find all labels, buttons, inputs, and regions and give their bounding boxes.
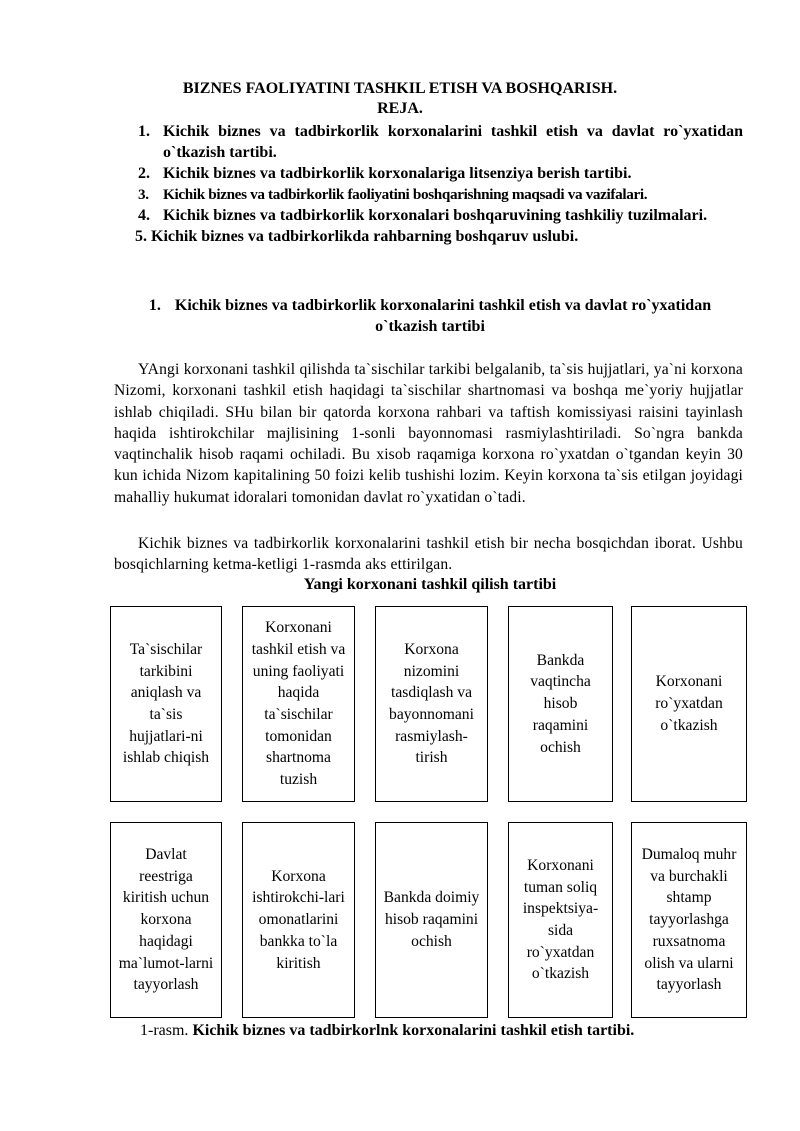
plan-item-text: Kichik biznes va tadbirkorlik faoliyatini boshqarishning maqsadi va vazifalari. <box>163 186 648 203</box>
plan-item-number: 3. <box>138 186 149 203</box>
body-paragraph: Kichik biznes va tadbirkorlik korxonalarini tashkil etish bir necha bosqichdan iborat. Ushbu bosqichlarning ketma-ketligi 1-rasmda aks ettirilgan. <box>114 535 743 574</box>
flow-step-text: Bankda doimiy hisob raqamini ochish <box>383 889 480 950</box>
flow-step-text: Korxonani ro`yxatdan o`tkazish <box>655 673 723 734</box>
plan-item <box>138 163 743 184</box>
plan-item-text: Kichik biznes va tadbirkorlik korxonalari boshqaruvining tashkiliy tuzilmalari. <box>163 207 708 224</box>
section-number: 1. <box>148 297 161 314</box>
flow-step-box <box>508 606 613 802</box>
flow-step-box <box>508 822 613 1018</box>
plan-item <box>138 205 743 226</box>
plan-item-text: Kichik biznes va tadbirkorlik korxonalarini tashkil etish va davlat ro`yxatidan o`tkazish tartibi. <box>163 123 743 161</box>
flow-step-box <box>110 822 222 1018</box>
flow-step-text: Dumaloq muhr va burchakli shtamp tayyorlashga ruxsatnoma olish va ularni tayyorlash <box>641 846 737 994</box>
flow-step-box <box>631 606 747 802</box>
plan-item-number: 4. <box>138 207 150 224</box>
flow-step-text: Davlat reestriga kiritish uchun korxona haqidagi ma`lumot-larni tayyorlash <box>118 846 214 994</box>
plan-heading: REJA. <box>377 100 423 117</box>
flow-step-text: Korxonani tashkil etish va uning faoliyati haqida ta`sischilar tomonidan shartnoma tuzish <box>251 619 346 789</box>
plan-item <box>138 121 743 163</box>
figure-title: Yangi korxonani tashkil qilish tartibi <box>303 576 557 593</box>
figure-caption <box>140 1021 634 1041</box>
flow-step-box <box>375 822 488 1018</box>
flow-step-box <box>242 822 355 1018</box>
plan-item-text: Kichik biznes va tadbirkorlik korxonalariga litsenziya berish tartibi. <box>163 165 632 182</box>
plan-item-number: 1. <box>138 123 150 140</box>
section-heading <box>140 295 720 337</box>
flow-step-box <box>110 606 222 802</box>
flow-step-box <box>631 822 747 1018</box>
document-title: BIZNES FAOLIYATINI TASHKIL ETISH VA BOSHQARISH. <box>182 80 618 97</box>
figure-caption-text: Kichik biznes va tadbirkorlnk korxonalarini tashkil etish tartibi. <box>192 1022 635 1039</box>
plan-item <box>138 184 743 205</box>
plan-item-text: Kichik biznes va tadbirkorlikda rahbarning boshqaruv uslubi. <box>151 228 579 245</box>
plan-item <box>135 226 743 247</box>
flow-step-text: Korxonani tuman soliq inspektsiya-sida ro`yxatdan o`tkazish <box>522 856 599 983</box>
flow-step-box <box>242 606 355 802</box>
flow-step-text: Korxona nizomini tasdiqlash va bayonnomani rasmiylash-tirish <box>389 640 474 767</box>
figure-caption-prefix: 1-rasm. <box>140 1022 189 1039</box>
flow-step-text: Bankda vaqtincha hisob raqamini ochish <box>530 651 591 756</box>
flow-step-box <box>375 606 488 802</box>
flow-step-text: Korxona ishtirokchi-lari omonatlarini bankka to`la kiritish <box>252 867 345 972</box>
plan-item-number: 5. <box>135 228 147 245</box>
body-paragraph: YAngi korxonani tashkil qilishda ta`sischilar tarkibi belgalanib, ta`sis hujjatlari, ya`ni korxona Nizomi, korxonani tashkil etish haqidagi ta`sischilar shartnomasi va boshqa me`yoriy hujjatlar ishlab chiqiladi. SHu bilan bir qatorda korxona rahbari va taftish komissiyasi raisini tayinlash haqida ishtirokchilar majlisining 1-sonli bayonnomasi rasmiylashtiriladi. So`ngra bankda vaqtinchalik hisob raqami ochiladi. Bu xisob raqamiga korxona ro`yxatdan o`tgandan keyin 30 kun ichida Nizom kapitalining 50 foizi kelib tushishi lozim. Keyin korxona ta`sis etilgan joyidagi mahalliy hukumat idoralari tomonidan davlat ro`yxatidan o`tadi. <box>114 361 743 506</box>
flow-step-text: Ta`sischilar tarkibini aniqlash va ta`sis hujjatlari-ni ishlab chiqish <box>122 640 210 767</box>
plan-list <box>135 121 743 247</box>
plan-item-number: 2. <box>138 165 150 182</box>
section-title-text: Kichik biznes va tadbirkorlik korxonalarini tashkil etish va davlat ro`yxatidan o`tkazish tartibi <box>174 297 712 335</box>
